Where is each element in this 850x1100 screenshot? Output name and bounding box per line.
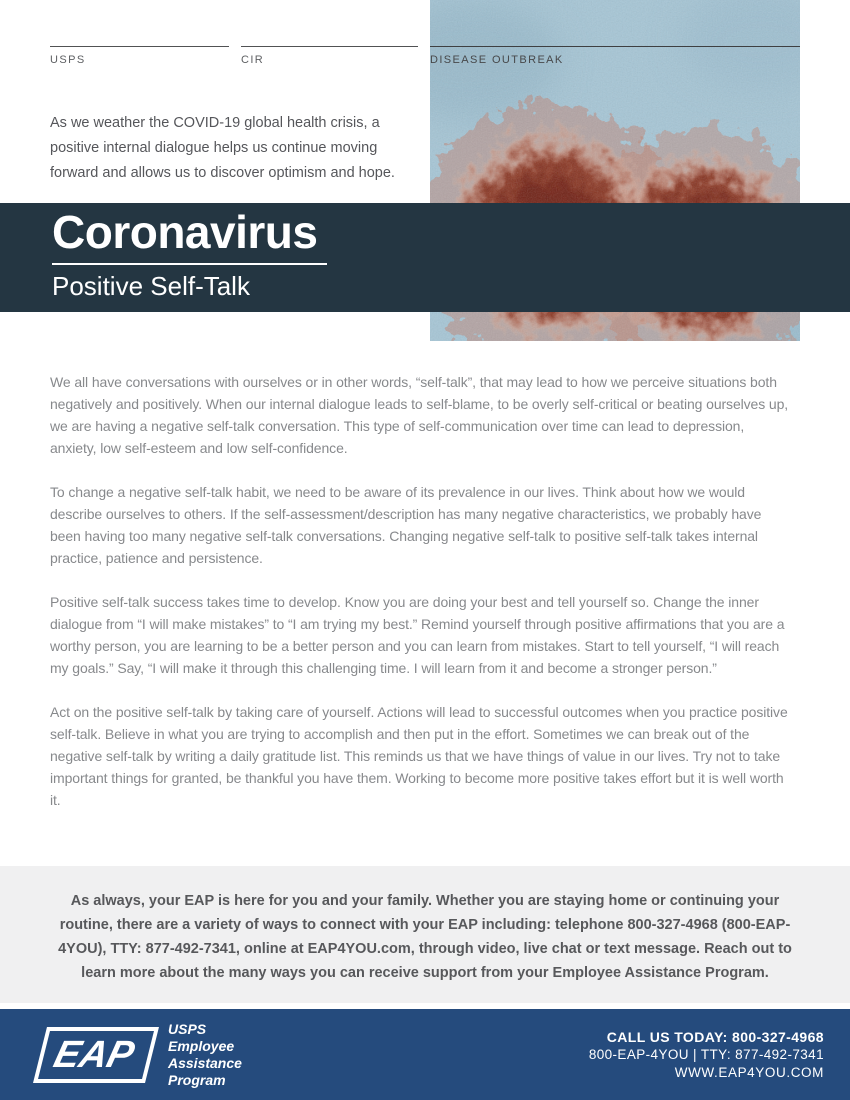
- footer-contact: [589, 1028, 824, 1082]
- eap-callout-text: As always, your EAP is here for you and your family. Whether you are staying home or continuing your routine, there are a variety of ways to connect with your EAP including: telephone 800-327-4968 (800-EAP-4YOU), TTY: 877-492-7341, online at EAP4YOU.com, through video, live chat or text message. Reach out to learn more about the many ways you can receive support from your Employee Assistance Program.: [58, 893, 792, 981]
- cir-signature-rule: [241, 46, 418, 47]
- page-title: Coronavirus: [52, 209, 327, 265]
- usps-signature-rule: [50, 46, 229, 47]
- article-paragraph-4: Act on the positive self-talk by taking care of yourself. Actions will lead to successful outcomes when you practice positive self-talk. Believe in what you are trying to accomplish and then put in the effort. Sometimes we can break out of the negative self-talk by writing a daily gratitude list. This reminds us that we have things of value in our lives. Try not to take important things for granted, be thankful you have them. Working to become more positive takes effort but it is well worth it.: [50, 704, 788, 808]
- article: [0, 345, 850, 811]
- title-banner: [0, 203, 850, 312]
- org-line-assistance: Assistance: [168, 1054, 242, 1071]
- org-line-program: Program: [168, 1071, 226, 1088]
- usps-signature-label: USPS: [50, 54, 86, 66]
- signature-line-usps: [50, 46, 229, 66]
- disease-outbreak-label: DISEASE OUTBREAK: [430, 54, 564, 66]
- eap-logo-parallelogram: [33, 1027, 159, 1083]
- alt-phone-line: 800-EAP-4YOU | TTY: 877-492-7341: [588, 1046, 824, 1062]
- cir-signature-label: CIR: [241, 54, 265, 66]
- org-line-employee: Employee: [168, 1037, 235, 1054]
- disease-outbreak-rule: [430, 46, 800, 47]
- eap-logo-org-name: [168, 1021, 242, 1089]
- eap-logo: [40, 1021, 242, 1089]
- eap-logo-acronym: EAP: [49, 1033, 139, 1076]
- masthead: [0, 0, 850, 345]
- eap-callout: [0, 866, 850, 1003]
- signature-line-cir: [241, 46, 418, 66]
- page-subtitle: Positive Self-Talk: [52, 271, 250, 301]
- intro-text: As we weather the COVID-19 global health crisis, a positive internal dialogue helps us continue moving forward and allows us to discover optimism and hope.: [50, 114, 395, 181]
- org-line-usps: USPS: [168, 1020, 207, 1037]
- article-paragraph-1: We all have conversations with ourselves or in other words, “self-talk”, that may lead to how we perceive situations both negatively and positively. When our internal dialogue leads to self-blame, to be overly self-critical or beating ourselves up, we are having a negative self-talk conversation. This type of self-communication over time can lead to depression, anxiety, low self-esteem and low self-confidence.: [50, 374, 789, 456]
- article-paragraph-2: To change a negative self-talk habit, we need to be aware of its prevalence in our lives. Think about how we would describe ourselves to others. If the self-assessment/description has many negative characteristics, we probably have been having too many negative self-talk conversations. Changing negative self-talk to positive self-talk takes internal practice, patience and persistence.: [50, 484, 762, 566]
- signature-line-disease-outbreak: [430, 46, 800, 66]
- call-us-line: CALL US TODAY: 800-327-4968: [606, 1028, 824, 1045]
- page-footer: [0, 1009, 850, 1100]
- website-line: WWW.EAP4YOU.COM: [674, 1064, 824, 1080]
- article-paragraph-3: Positive self-talk success takes time to develop. Know you are doing your best and tell yourself so. Change the inner dialogue from “I will make mistakes” to “I am trying my best.” Remind yourself through positive affirmations that you are a worthy person, you are learning to be a better person and you can learn from mistakes. Start to tell yourself, “I will reach my goals.” Say, “I will make it through this challenging time. I will learn from it and become a stronger person.”: [50, 594, 785, 676]
